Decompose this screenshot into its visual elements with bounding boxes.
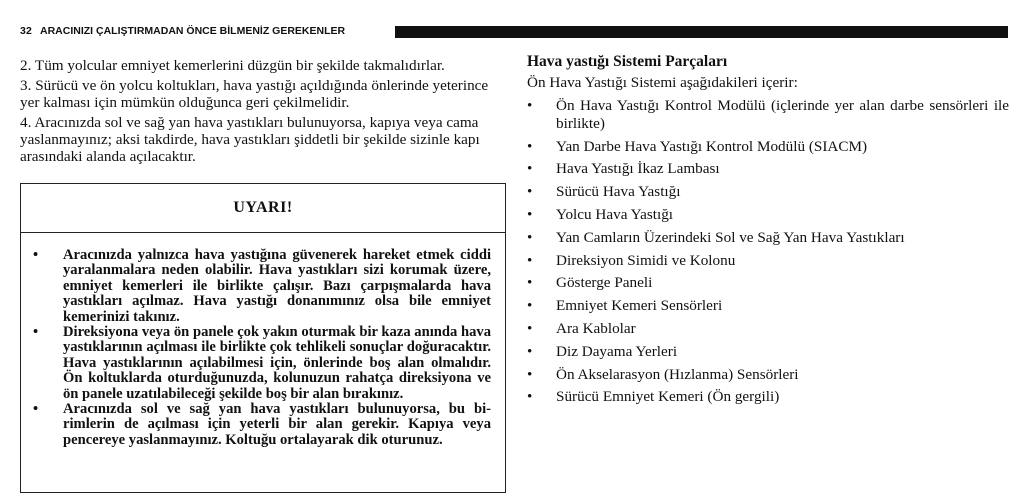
airbag-parts-intro: Ön Hava Yastığı Sistemi aşağıdakileri içerir: bbox=[527, 74, 798, 91]
bullet-icon: • bbox=[527, 228, 533, 246]
warning-item-text: Aracınızda yalnızca hava yastığına güvenerek hareket etmek ciddi yaralanmalara neden olabilir. Hava yastıkları sizi korumak üzere, emniyet kemerleri ile birlikte çalışır. Bazı çarpışmalarda hava yastıkları açılmaz. Hava yastığı donanımınız olsa bile emniyet kemerinizi takınız. bbox=[63, 247, 491, 325]
bullet-icon: • bbox=[527, 274, 533, 292]
bullet-icon: • bbox=[33, 401, 39, 418]
list-item bbox=[527, 137, 1009, 156]
list-item-text: Gösterge Paneli bbox=[556, 274, 653, 292]
airbag-parts-list bbox=[527, 97, 1009, 407]
list-item bbox=[527, 251, 1009, 270]
section-header-title: ARACINIZI ÇALIŞTIRMADAN ÖNCE BİLMENİZ GEREKENLER bbox=[40, 25, 346, 37]
list-item bbox=[527, 365, 1009, 384]
list-item bbox=[527, 387, 1009, 406]
left-column bbox=[20, 57, 505, 168]
list-item bbox=[527, 296, 1009, 315]
page-header bbox=[20, 22, 1008, 38]
list-item bbox=[527, 273, 1009, 292]
list-item bbox=[527, 159, 1009, 178]
list-item-text: Yan Darbe Hava Yastığı Kontrol Modülü (SIACM) bbox=[556, 137, 868, 155]
list-item bbox=[527, 319, 1009, 338]
list-item-text: Sürücü Hava Yastığı bbox=[556, 183, 681, 201]
list-item bbox=[527, 342, 1009, 361]
airbag-parts-heading: Hava yastığı Sistemi Parçaları bbox=[527, 53, 728, 70]
bullet-icon: • bbox=[527, 388, 533, 406]
list-item bbox=[527, 182, 1009, 201]
list-item-text: Ön Akselarasyon (Hızlanma) Sensörleri bbox=[556, 365, 799, 383]
list-item-text: Yan Camların Üzerindeki Sol ve Sağ Yan Hava Yastıkları bbox=[556, 228, 905, 246]
right-column bbox=[527, 52, 1009, 406]
list-item-text: Ara Kablolar bbox=[556, 319, 636, 337]
bullet-icon: • bbox=[33, 247, 39, 263]
bullet-icon: • bbox=[527, 96, 533, 114]
bullet-icon: • bbox=[527, 251, 533, 269]
list-item-text: Ön Hava Yastığı Kontrol Modülü (içlerinde yer alan darbe sensörleri ile birlikte) bbox=[556, 96, 1009, 132]
warning-item bbox=[33, 325, 491, 402]
page-number: 32 bbox=[20, 25, 32, 37]
bullet-icon: • bbox=[527, 160, 533, 178]
bullet-icon: • bbox=[33, 324, 39, 341]
list-item-text: Yolcu Hava Yastığı bbox=[556, 205, 674, 223]
warning-item-text: Aracınızda sol ve sağ yan hava yastıkları bulunuyorsa, bu bi-rimlerin de açılması için yeterli bir alan gerekir. Kapıya veya pencereye yaslanmayınız. Koltuğu ortalayarak dik oturunuz. bbox=[63, 401, 491, 448]
paragraph-2: 2. Tüm yolcular emniyet kemerlerini düzgün bir şekilde takmalıdırlar. bbox=[20, 57, 445, 74]
list-item bbox=[527, 97, 1009, 133]
list-item-text: Diz Dayama Yerleri bbox=[556, 342, 678, 360]
bullet-icon: • bbox=[527, 205, 533, 223]
list-item bbox=[527, 205, 1009, 224]
header-rule bbox=[395, 26, 1008, 38]
bullet-icon: • bbox=[527, 342, 533, 360]
bullet-icon: • bbox=[527, 183, 533, 201]
bullet-icon: • bbox=[527, 297, 533, 315]
list-item-text: Hava Yastığı İkaz Lambası bbox=[556, 160, 720, 178]
paragraph-4: 4. Aracınızda sol ve sağ yan hava yastıkları bulunuyorsa, kapıya veya cama yaslanmayınız; aksi takdirde, hava yastıkları şiddetli bir şekilde sizinle kapı arasındaki alanda açılacaktır. bbox=[20, 114, 480, 165]
list-item-text: Sürücü Emniyet Kemeri (Ön gergili) bbox=[556, 388, 780, 406]
warning-title: UYARI! bbox=[21, 184, 505, 233]
warning-box bbox=[20, 183, 506, 493]
list-item bbox=[527, 228, 1009, 247]
list-item-text: Direksiyon Simidi ve Kolonu bbox=[556, 251, 736, 269]
warning-item bbox=[33, 402, 491, 448]
bullet-icon: • bbox=[527, 365, 533, 383]
warning-list bbox=[33, 248, 491, 448]
warning-item bbox=[33, 248, 491, 325]
bullet-icon: • bbox=[527, 137, 533, 155]
warning-item-text: Direksiyona veya ön panele çok yakın oturmak bir kaza anında hava yastıklarının açılması ile birlikte çok tehlikeli sonuçlar doğuracaktır. Hava yastıklarının açılabilmesi için, önlerinde boş alan olmalıdır. Ön koltuklarda oturduğunuzda, kolunuzun rahatça direksiyona ve ön panele uzatılabileceği şekilde boş bir alan bırakınız. bbox=[63, 324, 491, 402]
bullet-icon: • bbox=[527, 319, 533, 337]
paragraph-3: 3. Sürücü ve ön yolcu koltukları, hava yastığı açıldığında önlerinde yeterince yer kalması için mümkün olduğunca geri çekilmelidir. bbox=[20, 77, 489, 111]
list-item-text: Emniyet Kemeri Sensörleri bbox=[556, 297, 723, 315]
